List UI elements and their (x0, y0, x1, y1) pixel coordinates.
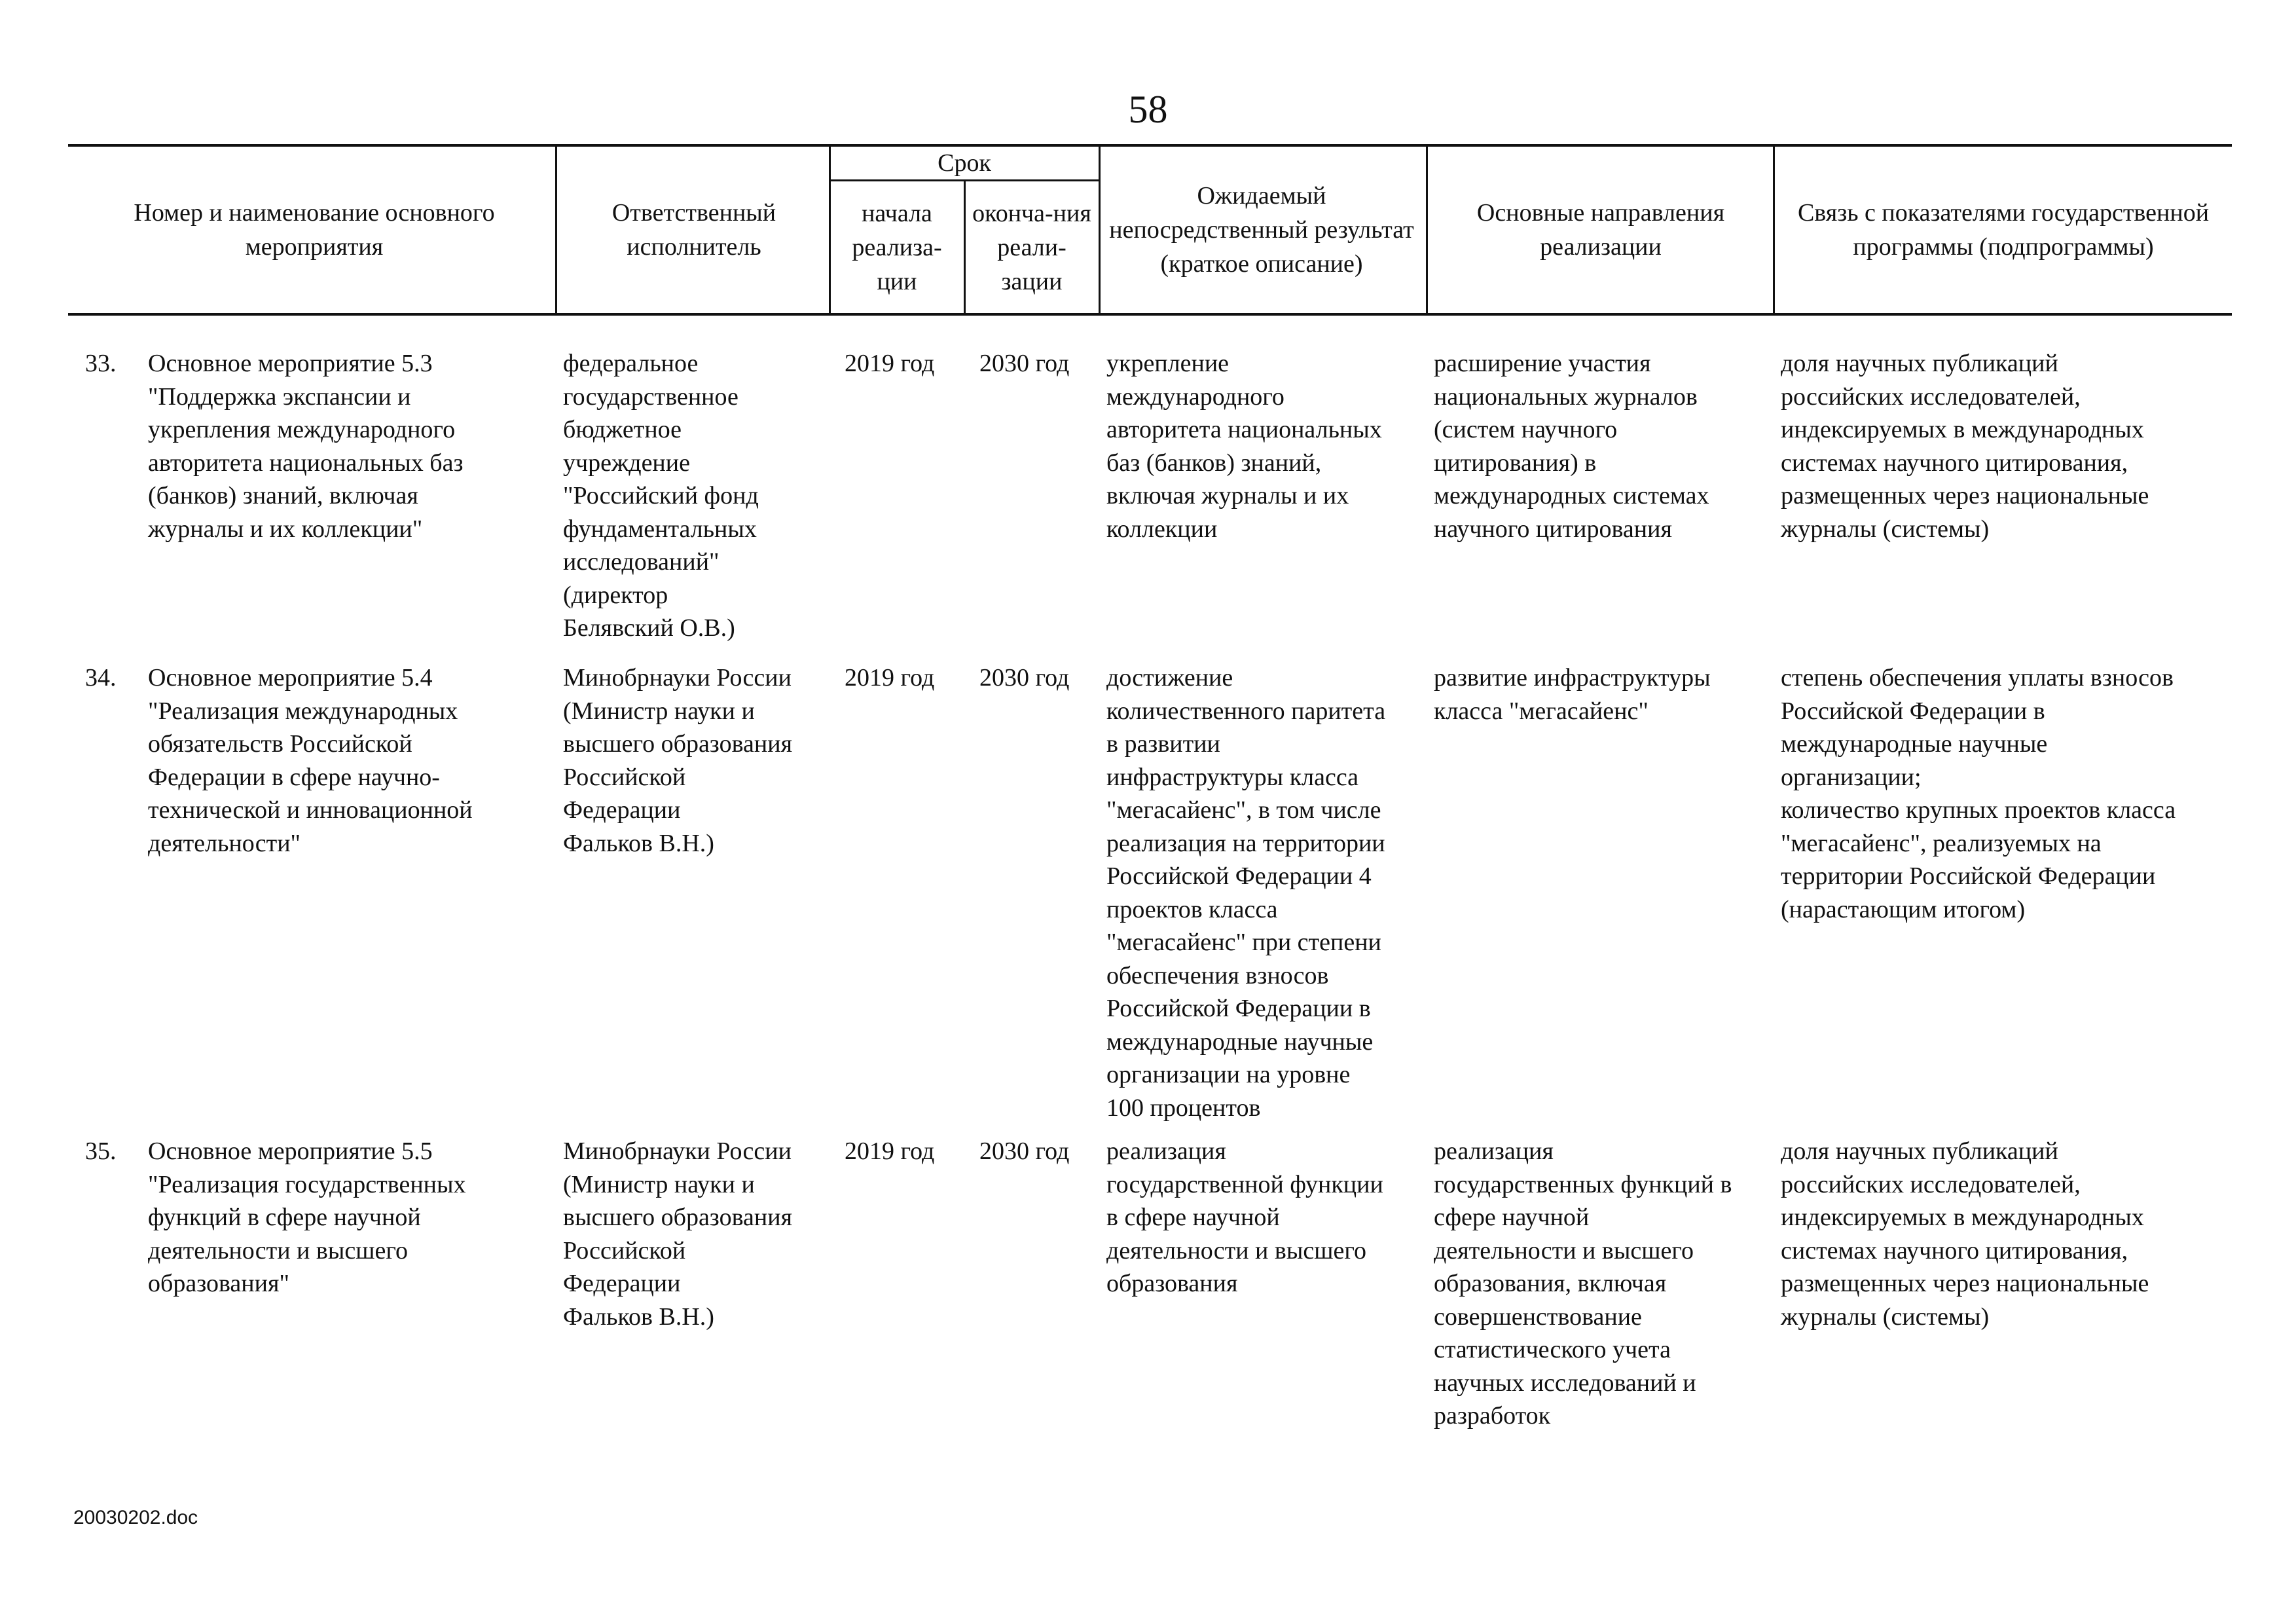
page-number: 58 (1128, 88, 1168, 131)
row-directions: реализация государственных функций в сфере научной деятельности и высшего образования, включая совершенствование статистического учета научных исследований и разработок (1434, 1137, 1732, 1430)
row-name: Основное мероприятие 5.5 "Реализация государственных функций в сфере научной деятельности и высшего образования" (148, 1137, 466, 1297)
header-name: Номер и наименование основного мероприятия (134, 199, 495, 261)
row-link: доля научных публикаций российских исследователей, индексируемых в международных системах научного цитирования, размещенных через национальные журналы (системы) (1781, 350, 2149, 543)
row-executor: Минобрнауки России (Министр науки и высшего образования Российской Федерации Фальков В.Н.) (563, 664, 793, 857)
row-end: 2030 год (979, 1137, 1070, 1165)
row-link: доля научных публикаций российских исследователей, индексируемых в международных системах научного цитирования, размещенных через национальные журналы (системы) (1781, 1137, 2149, 1331)
header-link: Связь с показателями государственной программы (подпрограммы) (1797, 199, 2210, 261)
row-name: Основное мероприятие 5.3 "Поддержка экспансии и укрепления международного авторитета национальных баз (банков) знаний, включая журналы и их коллекции" (148, 350, 464, 543)
row-start: 2019 год (845, 664, 935, 692)
row-number: 35. (85, 1137, 117, 1165)
header-separator (1099, 145, 1101, 314)
row-result: достижение количественного паритета в развитии инфраструктуры класса "мегасайенс", в том числе реализация на территории Российской Федерации 4 проектов класса "мегасайенс" при степени обеспечения взносов Российской Федерации в международные научные организации на уровне 100 процентов (1106, 664, 1386, 1122)
row-number: 33. (85, 350, 117, 377)
row-number: 34. (85, 664, 117, 692)
row-name: Основное мероприятие 5.4 "Реализация международных обязательств Российской Федерации в сфере научно- технической и инновационной деятельности" (148, 664, 473, 857)
row-end: 2030 год (979, 664, 1070, 692)
header-term: Срок (938, 149, 991, 177)
header-bottom-rule (68, 313, 2232, 316)
row-result: реализация государственной функции в сфере научной деятельности и высшего образования (1106, 1137, 1383, 1297)
row-result: укрепление международного авторитета национальных баз (банков) знаний, включая журналы и их коллекции (1106, 350, 1382, 543)
header-directions: Основные направления реализации (1476, 199, 1725, 261)
row-directions: развитие инфраструктуры класса "мегасайенс" (1434, 664, 1711, 725)
header-separator (555, 145, 557, 314)
document-filename: 20030202.doc (73, 1507, 198, 1528)
header-start: начала реализа-ции (852, 200, 942, 295)
row-end: 2030 год (979, 350, 1070, 377)
row-start: 2019 год (845, 350, 935, 377)
header-executor: Ответственный исполнитель (611, 199, 776, 261)
row-executor: Минобрнауки России (Министр науки и высшего образования Российской Федерации Фальков В.Н.) (563, 1137, 793, 1331)
header-separator (1773, 145, 1775, 314)
row-start: 2019 год (845, 1137, 935, 1165)
row-executor: федеральное государственное бюджетное учреждение "Российский фонд фундаментальных исследований" (директор Белявский О.В.) (563, 350, 759, 642)
row-directions: расширение участия национальных журналов (систем научного цитирования) в международных системах научного цитирования (1434, 350, 1709, 543)
header-result: Ожидаемый непосредственный результат (краткое описание) (1109, 182, 1414, 278)
header-separator (1426, 145, 1428, 314)
header-end: оконча-ния реали-зации (972, 200, 1091, 295)
header-separator (964, 181, 966, 314)
row-link: степень обеспечения уплаты взносов Российской Федерации в международные научные организации; количество крупных проектов класса "мегасайенс", реализуемых на территории Российской Федерации (нарастающим итогом) (1781, 664, 2176, 923)
